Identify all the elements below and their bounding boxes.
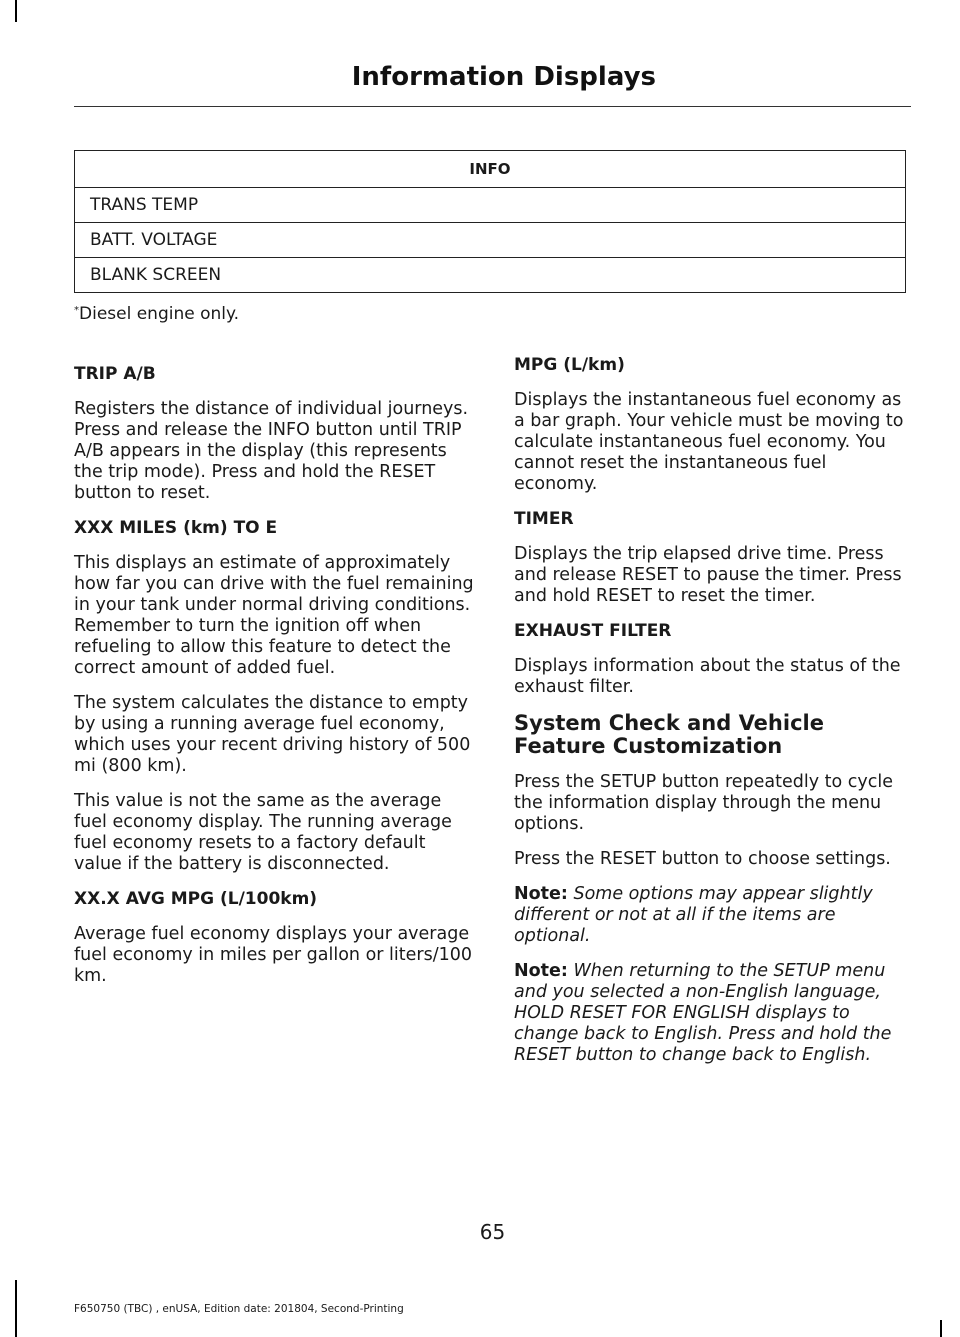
footnote-marker: *	[74, 305, 79, 316]
edition-info: F650750 (TBC) , enUSA, Edition date: 201804, Second-Printing	[74, 1303, 404, 1315]
distance-to-empty-heading: XXX MILES (km) TO E	[74, 518, 278, 538]
left-column	[74, 364, 474, 1001]
trip-text: Registers the distance of individual journeys. Press and release the INFO button until TRIP A/B appears in the display (this represents the trip mode). Press and hold the RESET button to reset.	[74, 399, 469, 503]
table-row: BLANK SCREEN	[75, 258, 906, 293]
exhaust-filter-heading: EXHAUST FILTER	[514, 621, 672, 641]
note-label: Note:	[514, 961, 568, 981]
header-divider	[74, 106, 911, 107]
distance-to-empty-text: This value is not the same as the average fuel economy display. The running average fuel economy resets to a factory default value if the battery is disconnected.	[74, 791, 452, 874]
average-mpg-text: Average fuel economy displays your average fuel economy in miles per gallon or liters/100 km.	[74, 924, 473, 986]
note-text: Some options may appear slightly different or not at all if the items are optional.	[514, 884, 873, 946]
note	[514, 884, 914, 947]
trip-heading: TRIP A/B	[74, 364, 156, 384]
footnote-text: Diesel engine only.	[79, 304, 240, 324]
crop-mark-bottom-right	[940, 1320, 942, 1337]
timer-text: Displays the trip elapsed drive time. Press and release RESET to pause the timer. Press and hold RESET to reset the timer.	[514, 544, 902, 606]
info-table	[74, 150, 906, 293]
crop-mark-bottom-left	[15, 1280, 17, 1337]
mpg-heading: MPG (L/km)	[514, 355, 625, 375]
table-row: TRANS TEMP	[75, 188, 906, 223]
note-text: When returning to the SETUP menu and you selected a non-English language, HOLD RESET FOR ENGLISH displays to change back to English. Press and hold the RESET button to change back to English.	[514, 961, 892, 1065]
page-number: 65	[479, 1220, 506, 1244]
mpg-text: Displays the instantaneous fuel economy as a bar graph. Your vehicle must be moving to calculate instantaneous fuel economy. You cannot reset the instantaneous fuel economy.	[514, 390, 904, 494]
footnote	[74, 304, 239, 324]
crop-mark-top-left	[15, 0, 17, 22]
page-title: Information Displays	[351, 62, 656, 92]
distance-to-empty-text: The system calculates the distance to empty by using a running average fuel economy, which uses your recent driving history of 500 mi (800 km).	[74, 693, 471, 776]
note	[514, 961, 914, 1066]
note-label: Note:	[514, 884, 568, 904]
exhaust-filter-text: Displays information about the status of the exhaust filter.	[514, 656, 901, 697]
right-column	[514, 355, 914, 1080]
distance-to-empty-text: This displays an estimate of approximately how far you can drive with the fuel remaining in your tank under normal driving conditions. Remember to turn the ignition off when refueling to allow this feature to detect the correct amount of added fuel.	[74, 553, 474, 678]
table-row: BATT. VOLTAGE	[75, 223, 906, 258]
system-check-text: Press the SETUP button repeatedly to cycle the information display through the menu options.	[514, 772, 894, 834]
info-table-header: INFO	[75, 151, 906, 188]
system-check-heading: System Check and Vehicle Feature Customization	[514, 711, 824, 758]
system-check-text: Press the RESET button to choose settings.	[514, 849, 891, 869]
timer-heading: TIMER	[514, 509, 574, 529]
average-mpg-heading: XX.X AVG MPG (L/100km)	[74, 889, 318, 909]
